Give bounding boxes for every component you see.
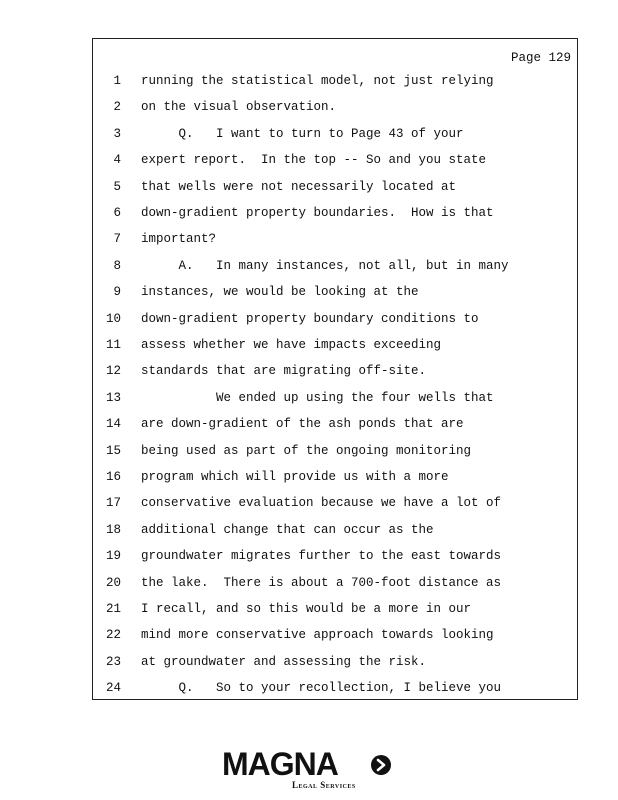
line-number: 10 bbox=[105, 311, 121, 326]
transcript-page bbox=[92, 38, 578, 700]
line-text: instances, we would be looking at the bbox=[141, 285, 419, 300]
line-text: on the visual observation. bbox=[141, 100, 337, 115]
line-text: standards that are migrating off-site. bbox=[141, 364, 427, 379]
line-number: 20 bbox=[105, 575, 121, 590]
line-number: 18 bbox=[105, 522, 121, 537]
transcript-line bbox=[93, 414, 577, 434]
transcript-line bbox=[93, 124, 577, 144]
line-number: 17 bbox=[105, 496, 121, 511]
line-number: 8 bbox=[113, 258, 121, 273]
line-text: down-gradient property boundary conditions to bbox=[141, 311, 479, 326]
transcript-line bbox=[93, 309, 577, 329]
line-text: being used as part of the ongoing monitoring bbox=[141, 443, 472, 458]
line-number: 1 bbox=[113, 74, 121, 88]
transcript-line bbox=[93, 573, 577, 593]
line-text: the lake. There is about a 700-foot distance as bbox=[141, 575, 502, 590]
transcript-line bbox=[93, 177, 577, 197]
arrow-circle-icon bbox=[370, 754, 392, 776]
line-text: program which will provide us with a more bbox=[141, 470, 449, 484]
page-number: Page 129 bbox=[510, 51, 571, 65]
line-text: I recall, and so this would be a more in our bbox=[141, 602, 472, 616]
transcript-line bbox=[93, 150, 577, 170]
transcript-line bbox=[93, 256, 577, 276]
line-text: are down-gradient of the ash ponds that are bbox=[141, 417, 464, 432]
line-number: 11 bbox=[105, 338, 121, 352]
transcript-line bbox=[93, 520, 577, 540]
transcript-line bbox=[93, 625, 577, 645]
line-number: 2 bbox=[113, 100, 121, 115]
line-text: down-gradient property boundaries. How is that bbox=[141, 206, 494, 220]
line-text: additional change that can occur as the bbox=[141, 522, 434, 537]
line-text: We ended up using the four wells that bbox=[141, 390, 494, 405]
line-text: running the statistical model, not just relying bbox=[141, 74, 494, 88]
logo-wordmark: MAGNA bbox=[222, 746, 338, 782]
line-number: 14 bbox=[105, 417, 121, 432]
line-number: 7 bbox=[113, 232, 121, 247]
line-number: 3 bbox=[113, 126, 121, 141]
line-number: 21 bbox=[105, 602, 121, 616]
transcript-line bbox=[93, 678, 577, 698]
line-number: 6 bbox=[113, 206, 121, 220]
logo-subtitle: Legal Services bbox=[292, 780, 356, 790]
line-number: 9 bbox=[113, 285, 121, 300]
line-number: 16 bbox=[105, 470, 121, 484]
transcript-line bbox=[93, 441, 577, 461]
line-text: conservative evaluation because we have a lot of bbox=[141, 496, 502, 511]
line-number: 12 bbox=[105, 364, 121, 379]
line-text: that wells were not necessarily located at bbox=[141, 179, 457, 194]
line-text: assess whether we have impacts exceeding bbox=[141, 338, 442, 352]
transcript-line bbox=[93, 229, 577, 249]
transcript-line bbox=[93, 599, 577, 619]
transcript-line bbox=[93, 546, 577, 566]
line-number: 22 bbox=[105, 628, 121, 643]
line-text: important? bbox=[141, 232, 217, 247]
transcript-line bbox=[93, 467, 577, 487]
transcript-line bbox=[93, 203, 577, 223]
line-number: 24 bbox=[105, 681, 121, 696]
line-text: mind more conservative approach towards looking bbox=[141, 628, 494, 643]
line-text: Q. So to your recollection, I believe you bbox=[141, 681, 502, 696]
transcript-line bbox=[93, 361, 577, 381]
line-number: 23 bbox=[105, 654, 121, 669]
line-number: 13 bbox=[105, 390, 121, 405]
transcript-line bbox=[93, 388, 577, 408]
line-text: groundwater migrates further to the east towards bbox=[141, 549, 502, 564]
line-number: 15 bbox=[105, 443, 121, 458]
transcript-line bbox=[93, 335, 577, 355]
transcript-line bbox=[93, 71, 577, 91]
line-text: at groundwater and assessing the risk. bbox=[141, 654, 427, 669]
line-text: A. In many instances, not all, but in many bbox=[141, 258, 509, 273]
transcript-line bbox=[93, 493, 577, 513]
line-number: 19 bbox=[105, 549, 121, 564]
transcript-line bbox=[93, 97, 577, 117]
line-text: Q. I want to turn to Page 43 of your bbox=[141, 126, 464, 141]
transcript-line bbox=[93, 652, 577, 672]
transcript-line bbox=[93, 282, 577, 302]
line-number: 5 bbox=[113, 179, 121, 194]
line-number: 4 bbox=[113, 153, 121, 168]
line-text: expert report. In the top -- So and you state bbox=[141, 153, 487, 168]
magna-logo bbox=[222, 746, 402, 794]
